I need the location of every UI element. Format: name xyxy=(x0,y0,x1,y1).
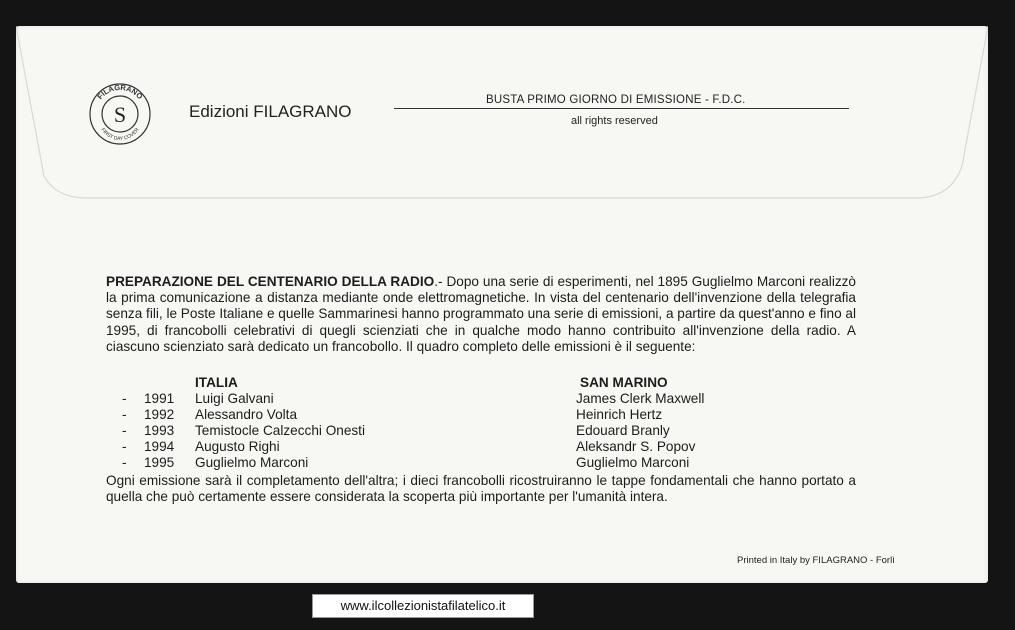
italia-scientist: Luigi Galvani xyxy=(195,391,274,406)
row-dash: - xyxy=(122,391,127,406)
sanmarino-scientist: Heinrich Hertz xyxy=(576,407,663,422)
logo-ring-text: FILAGRANO xyxy=(95,82,145,102)
intro-paragraph xyxy=(106,274,856,355)
row-year: 1995 xyxy=(144,455,175,470)
sanmarino-scientist: Aleksandr S. Popov xyxy=(576,439,696,454)
envelope-flap-outline xyxy=(16,26,988,226)
sanmarino-scientist: Guglielmo Marconi xyxy=(576,455,690,470)
printer-credit: Printed in Italy by FILAGRANO - Forlì xyxy=(737,555,895,566)
closing-paragraph: Ogni emissione sarà il completamento dell'altra; i dieci francobolli ricostruiranno le tappe fondamentali che hanno portato a quella che può certamente essere considerata la scoperta più importante per l'umanità intera. xyxy=(106,473,856,505)
row-year: 1994 xyxy=(144,439,175,454)
intro-text: .- Dopo una serie di esperimenti, nel 1895 Guglielmo Marconi realizzò la prima comunicazione a distanza mediante onde elettromagnetiche. In vista del centenario dell'invenzione della telegrafia senza fili, le Poste Italiane e quelle Sammarinesi hanno programmato una serie di emissioni, a partire da quest'anno e fino al 1995, di francobolli celebrativi di quegli scienziati che in qualche modo hanno contribuito all'invenzione della radio. A ciascuno scienziato sarà dedicato un francobollo. Il quadro completo delle emissioni è il seguente: xyxy=(106,274,856,354)
rights-notice: all rights reserved xyxy=(571,115,658,127)
sanmarino-scientist: Edouard Branly xyxy=(576,423,670,438)
row-dash: - xyxy=(122,439,127,454)
logo-letter: S xyxy=(113,102,127,127)
filagrano-logo xyxy=(88,82,152,146)
sanmarino-scientist: James Clerk Maxwell xyxy=(576,391,705,406)
italia-heading: ITALIA xyxy=(195,375,238,390)
svg-text:FILAGRANO xyxy=(95,83,144,101)
row-year: 1992 xyxy=(144,407,175,422)
italia-scientist: Temistocle Calzecchi Onesti xyxy=(195,423,365,438)
italia-scientist: Guglielmo Marconi xyxy=(195,455,309,470)
row-dash: - xyxy=(122,423,127,438)
fdc-title: BUSTA PRIMO GIORNO DI EMISSIONE - F.D.C. xyxy=(486,94,746,106)
logo-ring-text-bottom: FIRST DAY COVER xyxy=(99,127,141,143)
intro-lead: PREPARAZIONE DEL CENTENARIO DELLA RADIO xyxy=(106,274,435,289)
row-year: 1991 xyxy=(144,391,175,406)
italia-scientist: Augusto Righi xyxy=(195,439,280,454)
brand-name: Edizioni FILAGRANO xyxy=(189,102,352,121)
watermark-url: www.ilcollezionistafilatelico.it xyxy=(312,594,534,618)
row-dash: - xyxy=(122,407,127,422)
sanmarino-heading: SAN MARINO xyxy=(580,375,668,390)
row-dash: - xyxy=(122,455,127,470)
envelope-back xyxy=(16,26,988,583)
italia-scientist: Alessandro Volta xyxy=(195,407,298,422)
row-year: 1993 xyxy=(144,423,175,438)
fdc-divider xyxy=(394,108,849,109)
